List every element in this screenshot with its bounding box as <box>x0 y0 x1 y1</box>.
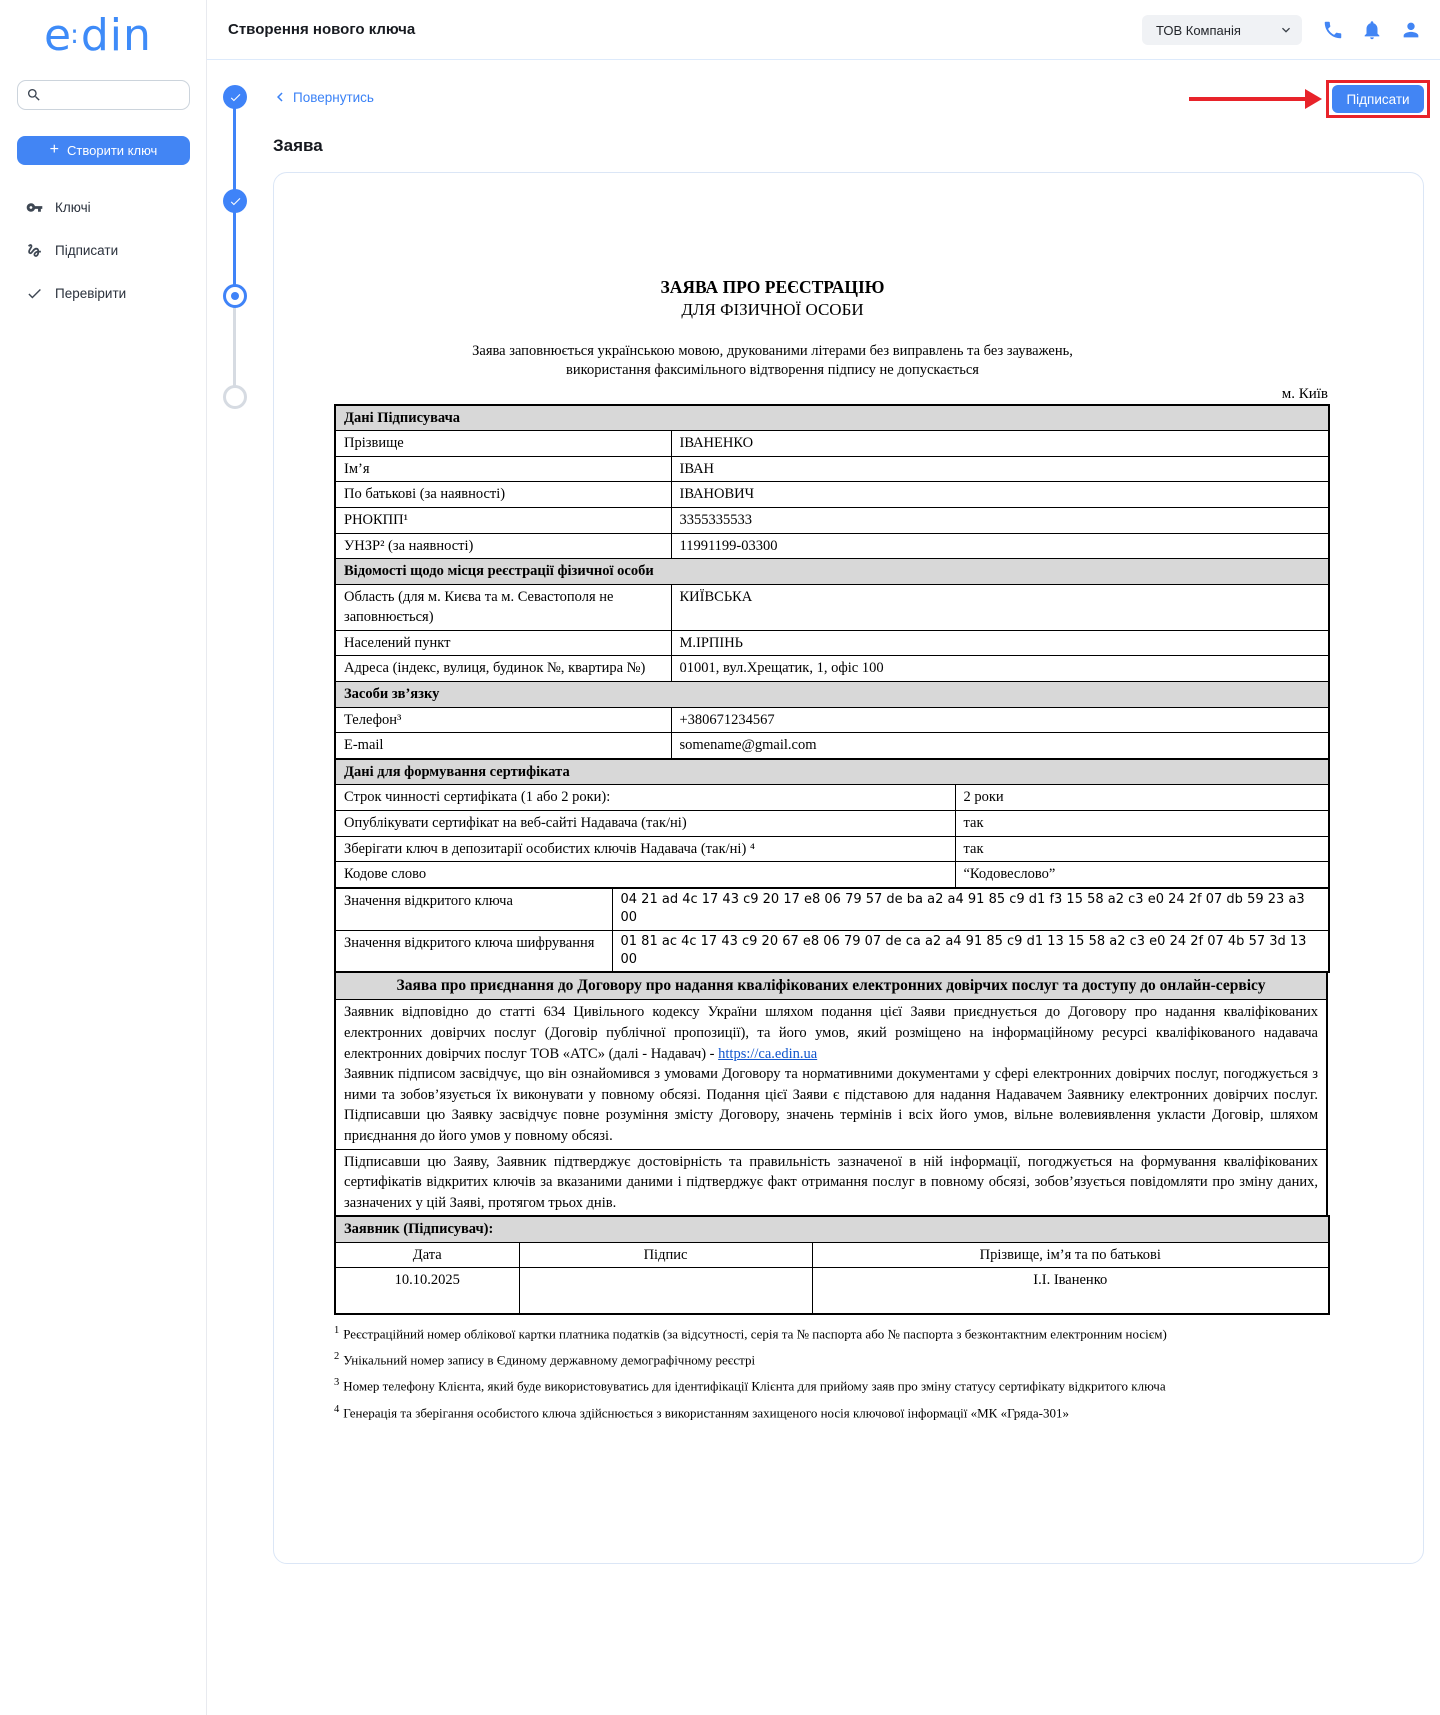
table-row: Область (для м. Києва та м. Севастополя не заповнюється) КИЇВСЬКА <box>335 584 1329 630</box>
sidebar-item-verify[interactable] <box>0 272 206 315</box>
table-row: Адреса (індекс, вулиця, будинок №, квартира №) 01001, вул.Хрещатик, 1, офіс 100 <box>335 656 1329 682</box>
sidebar-item-label: Підписати <box>55 243 119 258</box>
table-row: УНЗР² (за наявності) 11991199-03300 <box>335 533 1329 559</box>
step-check-icon <box>229 195 242 208</box>
document-city: м. Київ <box>1281 385 1328 402</box>
key-icon <box>26 199 43 216</box>
sidebar-item-keys[interactable] <box>0 186 206 229</box>
name-column-header: Прізвище, ім’я та по батькові <box>812 1242 1329 1268</box>
table-row <box>335 1268 1329 1314</box>
annotation-highlight-box <box>1326 80 1430 118</box>
table-row: Ім’я ІВАН <box>335 456 1329 482</box>
sidebar-item-label: Перевірити <box>55 286 127 301</box>
section-header: Засоби зв’язку <box>335 682 1329 708</box>
step-check-icon <box>229 91 242 104</box>
search-icon <box>26 87 42 103</box>
sidebar-search[interactable] <box>17 80 190 110</box>
intro-line-2: використання факсимільного відтворення підпису не допускається <box>566 361 979 378</box>
signer-data-table <box>334 404 1330 760</box>
sign-button[interactable]: Підписати <box>1332 85 1424 113</box>
agreement-paragraph-1: Заявник відповідно до статті 634 Цивільного кодексу України шляхом подання цієї Заяви приєднується до Договору про надання кваліфікованих електронних довірчих послуг (Договір публічної пропозиції), та його умов, який розміщено на інформаційному ресурсі кваліфікованого надавача електронних довірчих послуг ТОВ «АТС» (далі - Надавач) - https://ca.edin.ua <box>344 1004 1318 1062</box>
sidebar-item-label: Ключі <box>55 200 91 215</box>
step-2-complete <box>223 189 247 213</box>
signature-icon <box>26 242 43 259</box>
section-header: Відомості щодо місця реєстрації фізичної особи <box>335 559 1329 585</box>
step-3-current <box>223 284 247 308</box>
step-4-pending <box>223 385 247 409</box>
footnotes <box>334 1325 1328 1421</box>
date-column-header: Дата <box>335 1242 519 1268</box>
sidebar-item-sign[interactable] <box>0 229 206 272</box>
table-row: Строк чинності сертифіката (1 або 2 роки): 2 роки <box>335 785 1329 811</box>
sidebar <box>0 0 207 1715</box>
agreement-paragraph-3: Підписавши цю Заяву, Заявник підтверджує достовірність та правильність зазначеної в ній інформації, погоджується на формування кваліфікованих сертифікатів відкритих ключів за вказаними даними і підтверджує факт отримання послуг в повному обсязі, зобов’язується повідомляти про зміну даних, зазначених у цій Заяві, протягом трьох днів. <box>344 1153 1318 1211</box>
document-title: ЗАЯВА ПРО РЕЄСТРАЦІЮ <box>660 277 885 297</box>
applicant-name: І.І. Іваненко <box>812 1268 1329 1314</box>
application-document <box>334 277 1328 1430</box>
create-key-button[interactable] <box>17 136 190 165</box>
section-header: Дані для формування сертифіката <box>335 759 1329 785</box>
company-select[interactable] <box>1142 15 1302 45</box>
chevron-left-icon <box>271 88 289 106</box>
table-row: Значення відкритого ключа шифрування 01 81 ac 4c 17 43 c9 20 67 e8 06 79 07 de ca a2 a4 91 85 c9 d1 13 15 58 a2 c3 e0 24 2f 07 4b 57 3d 13 00 <box>335 930 1329 972</box>
annotation-arrow <box>1189 97 1307 101</box>
table-row: По батькові (за наявності) ІВАНОВИЧ <box>335 482 1329 508</box>
agreement-confirmation-cell <box>335 1149 1327 1216</box>
phone-icon[interactable] <box>1322 19 1344 41</box>
applicant-header: Заявник (Підписувач): <box>335 1216 1329 1242</box>
page-title: Створення нового ключа <box>228 21 416 38</box>
intro-line-1: Заява заповнюється українською мовою, друкованими літерами без виправлень та без зауважень, <box>472 343 1073 359</box>
table-row: Телефон³ +380671234567 <box>335 707 1329 733</box>
section-header: Дані Підписувача <box>335 405 1329 431</box>
sidebar-nav <box>0 186 206 315</box>
footnote-4: $^4$ Генерація та зберігання особистого ключа здійснюється з використанням захищеного носія ключової інформації «МК «Гряда-301» <box>334 1403 1069 1421</box>
public-key-value: 04 21 ad 4c 17 43 c9 20 17 e8 06 79 57 de ba a2 a4 91 85 c9 d1 f3 15 58 a2 c3 e0 24 2f 07 db 59 23 a3 00 <box>612 888 1329 930</box>
step-1-complete <box>223 85 247 109</box>
document-intro <box>334 342 1211 380</box>
agreement-table <box>334 971 1328 1217</box>
application-document-card <box>273 172 1424 1564</box>
back-link-label: Повернутись <box>293 89 374 105</box>
table-row: Кодове слово “Кодовеслово” <box>335 862 1329 888</box>
annotation-arrow-head <box>1305 89 1322 109</box>
ca-edin-link[interactable]: https://ca.edin.ua <box>718 1045 818 1062</box>
user-icon[interactable] <box>1400 19 1422 41</box>
check-icon <box>26 285 43 302</box>
public-key-table <box>334 887 1330 974</box>
footnote-1: $^1$ Реєстраційний номер облікової картки платника податків (за відсутності, серія та № паспорта або № паспорта з безконтактним електронним носієм) <box>334 1324 1167 1342</box>
footnote-2: $^2$ Унікальний номер запису в Єдиному державному демографічному реєстрі <box>334 1351 756 1368</box>
table-row: РНОКПП¹ 3355335533 <box>335 508 1329 534</box>
plus-icon: + <box>49 140 60 158</box>
table-row: Зберігати ключ в депозитарії особистих ключів Надавача (так/ні) ⁴ так <box>335 836 1329 862</box>
table-row: Опублікувати сертифікат на веб-сайті Надавача (так/ні) так <box>335 810 1329 836</box>
table-row: E-mail somename@gmail.com <box>335 733 1329 759</box>
company-select-value: ТОВ Компанія <box>1156 22 1241 38</box>
edin-logo: e:din <box>44 10 152 61</box>
document-subtitle: ДЛЯ ФІЗИЧНОЇ ОСОБИ <box>681 300 864 319</box>
table-header-row <box>335 1242 1329 1268</box>
section-heading: Заява <box>273 136 323 155</box>
bell-icon[interactable] <box>1361 19 1383 41</box>
agreement-terms-cell <box>335 1000 1327 1149</box>
stepper-rail-todo <box>233 296 236 397</box>
table-row: Прізвище ІВАНЕНКО <box>335 431 1329 457</box>
back-link[interactable] <box>271 88 374 106</box>
agreement-header: Заява про приєднання до Договору про надання кваліфікованих електронних довірчих послуг та доступу до онлайн-сервісу <box>335 972 1327 1000</box>
chevron-down-icon <box>1278 22 1294 38</box>
table-row: Значення відкритого ключа 04 21 ad 4c 17 43 c9 20 17 e8 06 79 57 de ba a2 a4 91 85 c9 d1 f3 15 58 a2 c3 e0 24 2f 07 db 59 23 a3 00 <box>335 888 1329 930</box>
encryption-key-value: 01 81 ac 4c 17 43 c9 20 67 e8 06 79 07 de ca a2 a4 91 85 c9 d1 13 15 58 a2 c3 e0 24 2f 07 4b 57 3d 13 00 <box>612 930 1329 972</box>
signature-column-header: Підпис <box>519 1242 812 1268</box>
applicant-date: 10.10.2025 <box>335 1268 519 1314</box>
document-header <box>334 277 1211 380</box>
create-key-label: Створити ключ <box>67 143 158 158</box>
topbar <box>207 0 1440 60</box>
applicant-signature <box>519 1268 812 1314</box>
search-input[interactable] <box>48 88 178 103</box>
table-row: Населений пункт М.ІРПІНЬ <box>335 630 1329 656</box>
footnote-3: $^3$ Номер телефону Клієнта, який буде використовуватись для ідентифікації Клієнта для прийому заяв про зміну статусу сертифікату відкритого ключа <box>334 1377 1166 1394</box>
applicant-table <box>334 1215 1330 1315</box>
agreement-paragraph-2: Заявник підписом засвідчує, що він ознайомився з умовами Договору та нормативними документами у сфері електронних довірчих послуг, погоджується з ними та зобов’язується їх виконувати у повному обсязі. Подання цієї Заяви є підставою для надання Надавачем Заявнику електронних довірчих послуг. Підписавши цю Заявку засвідчує повне розуміння змісту Договору, значень термінів і всіх його умов, вільне волевиявлення укласти Договір, шляхом приєднання до його умов у повному обсязі. <box>344 1066 1318 1144</box>
certificate-data-table <box>334 758 1330 889</box>
